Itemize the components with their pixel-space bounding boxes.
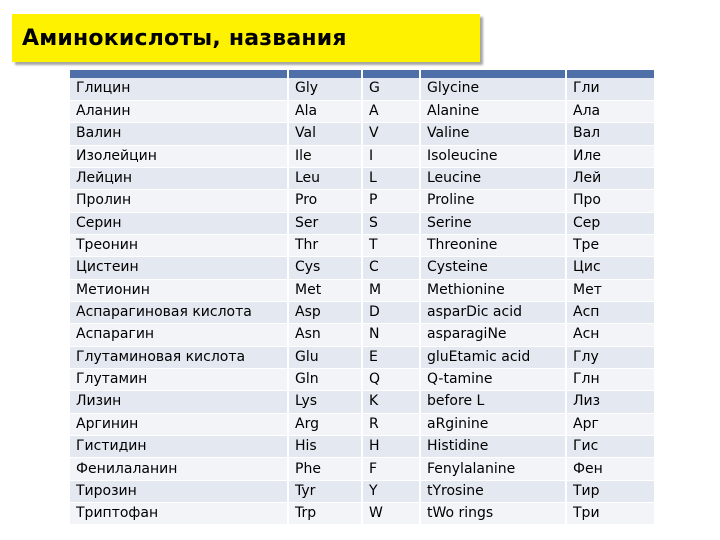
russian-name-cell: Метионин [70,279,288,301]
one-letter-code-cell: S [362,212,420,234]
russian-abbr-cell: Мет [566,279,654,301]
english-name-cell: Glycine [420,78,566,100]
russian-abbr-cell: Лей [566,167,654,189]
russian-name-cell: Валин [70,123,288,145]
russian-name-cell: Пролин [70,190,288,212]
three-letter-code-cell: Cys [288,257,362,279]
one-letter-code-cell: C [362,257,420,279]
table-row [70,145,654,167]
english-name-cell: Serine [420,212,566,234]
table-row [70,458,654,480]
one-letter-code-cell: A [362,100,420,122]
russian-name-cell: Триптофан [70,503,288,525]
three-letter-code-cell: Gln [288,368,362,390]
english-name-cell: gluEtamic acid [420,346,566,368]
russian-name-cell: Лизин [70,391,288,413]
one-letter-code-cell: T [362,234,420,256]
table-row [70,480,654,502]
one-letter-code-cell: K [362,391,420,413]
russian-name-cell: Серин [70,212,288,234]
table-header-bar [70,70,654,78]
russian-abbr-cell: Тре [566,234,654,256]
table-row [70,413,654,435]
english-name-cell: tWo rings [420,503,566,525]
russian-name-cell: Глутаминовая кислота [70,346,288,368]
one-letter-code-cell: F [362,458,420,480]
three-letter-code-cell: Tyr [288,480,362,502]
one-letter-code-cell: R [362,413,420,435]
table-row [70,190,654,212]
english-name-cell: tYrosine [420,480,566,502]
one-letter-code-cell: H [362,436,420,458]
three-letter-code-cell: Pro [288,190,362,212]
header-cell-one-letter [362,70,420,78]
one-letter-code-cell: Q [362,368,420,390]
russian-name-cell: Фенилаланин [70,458,288,480]
russian-abbr-cell: Глу [566,346,654,368]
english-name-cell: Q-tamine [420,368,566,390]
one-letter-code-cell: W [362,503,420,525]
table-body [70,78,654,525]
english-name-cell: Proline [420,190,566,212]
one-letter-code-cell: D [362,301,420,323]
russian-name-cell: Лейцин [70,167,288,189]
one-letter-code-cell: I [362,145,420,167]
english-name-cell: Leucine [420,167,566,189]
three-letter-code-cell: Thr [288,234,362,256]
english-name-cell: aRginine [420,413,566,435]
three-letter-code-cell: Ser [288,212,362,234]
russian-abbr-cell: Глн [566,368,654,390]
three-letter-code-cell: Asn [288,324,362,346]
russian-abbr-cell: Цис [566,257,654,279]
title-banner [12,14,480,62]
table-header [70,70,654,78]
three-letter-code-cell: Met [288,279,362,301]
english-name-cell: Cysteine [420,257,566,279]
table-row [70,123,654,145]
one-letter-code-cell: N [362,324,420,346]
russian-name-cell: Изолейцин [70,145,288,167]
russian-abbr-cell: Сер [566,212,654,234]
english-name-cell: before L [420,391,566,413]
three-letter-code-cell: Ala [288,100,362,122]
russian-abbr-cell: Асп [566,301,654,323]
table-row [70,167,654,189]
table-row [70,503,654,525]
english-name-cell: Alanine [420,100,566,122]
russian-abbr-cell: Три [566,503,654,525]
english-name-cell: Fenylalanine [420,458,566,480]
three-letter-code-cell: Phe [288,458,362,480]
one-letter-code-cell: M [362,279,420,301]
three-letter-code-cell: Asp [288,301,362,323]
english-name-cell: asparagiNe [420,324,566,346]
three-letter-code-cell: Gly [288,78,362,100]
russian-abbr-cell: Ала [566,100,654,122]
header-cell-english-name [420,70,566,78]
russian-abbr-cell: Фен [566,458,654,480]
page-title: Аминокислоты, названия [22,25,347,51]
russian-name-cell: Цистеин [70,257,288,279]
amino-acid-table-container [70,70,654,525]
table-row [70,212,654,234]
table-row [70,368,654,390]
table-row [70,436,654,458]
one-letter-code-cell: Y [362,480,420,502]
table-row [70,257,654,279]
three-letter-code-cell: Lys [288,391,362,413]
english-name-cell: asparDic acid [420,301,566,323]
one-letter-code-cell: L [362,167,420,189]
russian-name-cell: Глутамин [70,368,288,390]
amino-acid-table [70,70,654,525]
russian-name-cell: Гистидин [70,436,288,458]
header-cell-russian-name [70,70,288,78]
russian-name-cell: Аргинин [70,413,288,435]
english-name-cell: Valine [420,123,566,145]
table-row [70,78,654,100]
three-letter-code-cell: Glu [288,346,362,368]
three-letter-code-cell: Trp [288,503,362,525]
russian-abbr-cell: Лиз [566,391,654,413]
header-cell-three-letter [288,70,362,78]
russian-name-cell: Аспарагиновая кислота [70,301,288,323]
table-row [70,346,654,368]
russian-name-cell: Тирозин [70,480,288,502]
table-row [70,301,654,323]
russian-abbr-cell: Гис [566,436,654,458]
russian-abbr-cell: Тир [566,480,654,502]
one-letter-code-cell: P [362,190,420,212]
russian-abbr-cell: Гли [566,78,654,100]
russian-abbr-cell: Иле [566,145,654,167]
russian-name-cell: Глицин [70,78,288,100]
header-cell-russian-abbr [566,70,654,78]
one-letter-code-cell: V [362,123,420,145]
three-letter-code-cell: Leu [288,167,362,189]
three-letter-code-cell: Arg [288,413,362,435]
table-row [70,324,654,346]
english-name-cell: Threonine [420,234,566,256]
russian-abbr-cell: Арг [566,413,654,435]
table-row [70,279,654,301]
russian-abbr-cell: Про [566,190,654,212]
table-row [70,100,654,122]
table-row [70,234,654,256]
one-letter-code-cell: G [362,78,420,100]
russian-name-cell: Аспарагин [70,324,288,346]
russian-name-cell: Треонин [70,234,288,256]
english-name-cell: Isoleucine [420,145,566,167]
russian-abbr-cell: Асн [566,324,654,346]
english-name-cell: Histidine [420,436,566,458]
russian-abbr-cell: Вал [566,123,654,145]
three-letter-code-cell: Val [288,123,362,145]
one-letter-code-cell: E [362,346,420,368]
three-letter-code-cell: Ile [288,145,362,167]
russian-name-cell: Аланин [70,100,288,122]
three-letter-code-cell: His [288,436,362,458]
table-row [70,391,654,413]
english-name-cell: Methionine [420,279,566,301]
